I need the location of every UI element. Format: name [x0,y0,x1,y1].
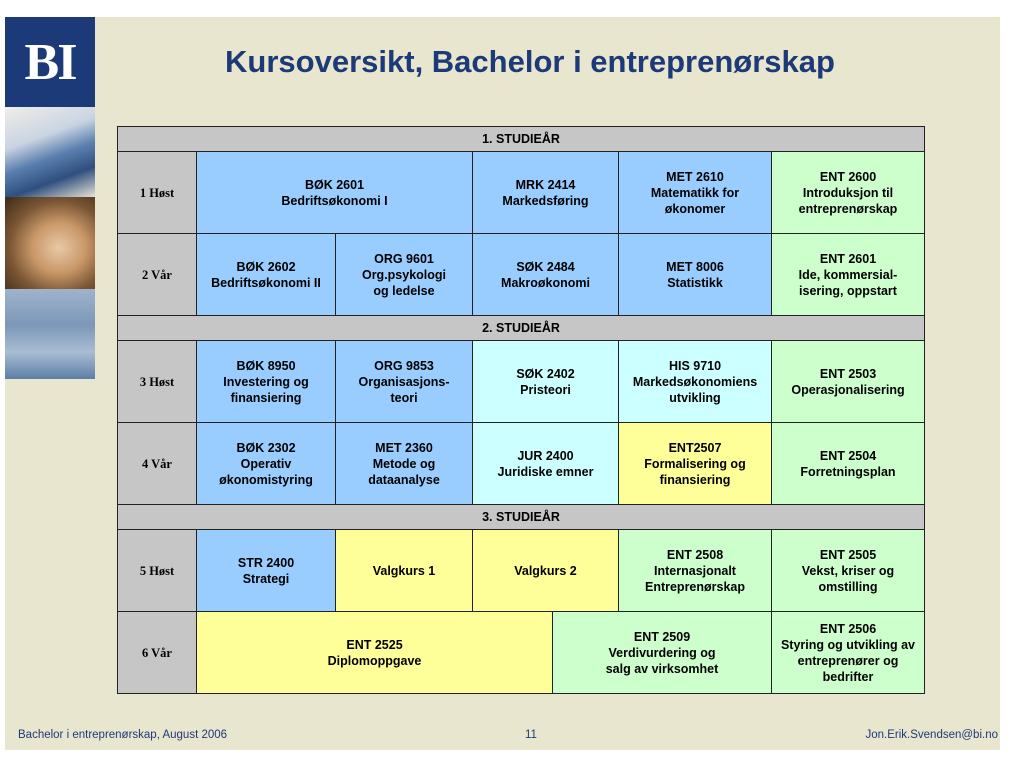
photo-legs [5,107,95,197]
page-number: 11 [525,729,537,741]
course-cell: BØK 2602 Bedriftsøkonomi II [197,234,336,316]
semester-label: 4 Vår [118,423,197,505]
course-cell: MET 2360 Metode og dataanalyse [336,423,473,505]
course-cell: ENT 2505 Vekst, kriser og omstilling [772,530,925,612]
course-cell: ENT 2600 Introduksjon til entreprenørskap [772,152,925,234]
semester-label: 5 Høst [118,530,197,612]
course-cell: ENT 2504 Forretningsplan [772,423,925,505]
photo-jeans [5,289,95,379]
course-cell: ENT 2503 Operasjonalisering [772,341,925,423]
semester-label: 3 Høst [118,341,197,423]
bi-logo: BI [5,17,95,107]
semester-label: 2 Vår [118,234,197,316]
course-cell: ENT2507 Formalisering og finansiering [619,423,772,505]
course-cell: Valgkurs 1 [336,530,473,612]
year-header-2: 2. STUDIEÅR [118,316,925,341]
course-cell: BØK 2601 Bedriftsøkonomi I [197,152,473,234]
year-header-1: 1. STUDIEÅR [118,127,925,152]
course-cell: BØK 8950 Investering og finansiering [197,341,336,423]
photo-face [5,197,95,289]
course-cell: ORG 9853 Organisasjons- teori [336,341,473,423]
course-cell: BØK 2302 Operativ økonomistyring [197,423,336,505]
course-cell: SØK 2402 Pristeori [473,341,619,423]
course-cell: ENT 2525 Diplomoppgave [197,612,553,694]
course-cell: MET 8006 Statistikk [619,234,772,316]
course-cell: ENT 2506 Styring og utvikling av entreprenører og bedrifter [772,612,925,694]
course-cell: MRK 2414 Markedsføring [473,152,619,234]
semester-label: 6 Vår [118,612,197,694]
page-title: Kursoversikt, Bachelor i entreprenørskap [225,44,835,79]
course-cell: Valgkurs 2 [473,530,619,612]
footer-title: Bachelor i entreprenørskap, August 2006 [18,729,228,741]
course-cell: STR 2400 Strategi [197,530,336,612]
course-table [117,126,925,694]
course-cell: ENT 2601 Ide, kommersial- isering, oppstart [772,234,925,316]
course-cell: MET 2610 Matematikk for økonomer [619,152,772,234]
course-cell: ENT 2508 Internasjonalt Entreprenørskap [619,530,772,612]
course-cell: ENT 2509 Verdivurdering og salg av virksomhet [553,612,772,694]
course-cell: JUR 2400 Juridiske emner [473,423,619,505]
course-cell: ORG 9601 Org.psykologi og ledelse [336,234,473,316]
footer-email: Jon.Erik.Svendsen@bi.no [865,729,998,741]
course-cell: HIS 9710 Markedsøkonomiens utvikling [619,341,772,423]
semester-label: 1 Høst [118,152,197,234]
year-header-3: 3. STUDIEÅR [118,505,925,530]
course-cell: SØK 2484 Makroøkonomi [473,234,619,316]
